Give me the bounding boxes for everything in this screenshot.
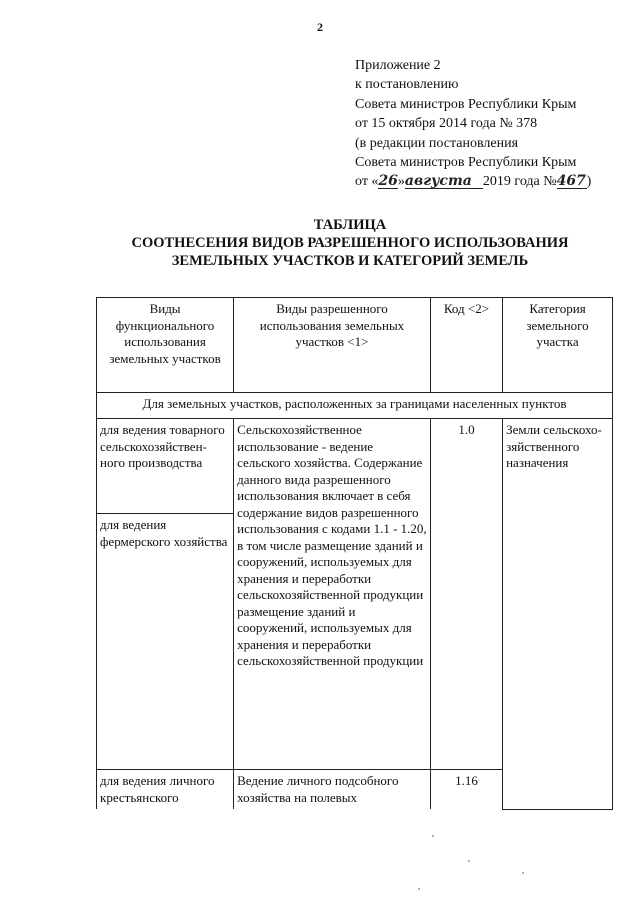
document-title [0,216,640,270]
handwritten-month: августа [405,175,483,189]
functional-use-cell: для ведения личного крестьянского [97,770,234,810]
handwritten-number: 467 [556,173,586,190]
permitted-use-cell: Ведение личного подсобного хозяйства на полевых [234,770,431,810]
appendix-line: от 15 октября 2014 года № 378 [355,116,538,132]
date-prefix: от « [355,174,379,190]
header-land-category: Категория земельного участка [503,298,613,393]
header-functional-use: Виды функционального использования земельных участков [97,298,234,393]
scan-speck [522,872,524,874]
scan-speck [468,860,470,862]
scan-speck [418,888,420,890]
paren-close: ) [586,174,592,190]
amendment-date-line [355,172,591,191]
appendix-line: Совета министров Республики Крым [355,155,577,171]
appendix-line: Приложение 2 [355,58,441,73]
title-line: СООТНЕСЕНИЯ ВИДОВ РАЗРЕШЕННОГО ИСПОЛЬЗОВАНИЯ [131,235,569,251]
title-line: ЗЕМЕЛЬНЫХ УЧАСТКОВ И КАТЕГОРИЙ ЗЕМЕЛЬ [171,253,529,269]
year-text: 2019 года № [482,174,557,190]
appendix-line: Совета министров Республики Крым [355,96,577,112]
permitted-use-cell: Сельскохозяйственное использование - ведение сельского хозяйства. Содержание данного вида разрешенного использования включает в себя содержание видов разрешенного использования с кодами 1.1 - 1.20, в том числе размещение зданий и сооружений, используемых для хранения и переработки сельскохозяйственной продукции размещение зданий и сооружений, используемых для хранения и переработки сельскохозяйственной продукции [234,419,431,770]
land-use-table [96,297,613,810]
code-cell: 1.0 [430,419,502,770]
page-number: 2 [317,20,323,34]
section-title: Для земельных участков, расположенных за границами населенных пунктов [97,393,613,419]
table-row [97,419,613,514]
handwritten-day: 26 [378,173,398,190]
land-category-cell: Земли сельскохо-зяйственного назначения [503,419,613,810]
code-cell: 1.16 [430,770,502,810]
appendix-line: к постановлению [355,77,459,93]
functional-use-cell: для ведения фермерского хозяйства [97,514,234,770]
scan-speck [432,835,434,837]
header-code: Код <2> [430,298,502,393]
appendix-line: (в редакции постановления [355,135,519,151]
quote-close: » [397,174,405,190]
header-permitted-use: Виды разрешенного использования земельных участков <1> [234,298,431,393]
functional-use-cell: для ведения товарного сельскохозяйствен-ного производства [97,419,234,514]
title-line: ТАБЛИЦА [313,217,387,233]
table-header-row [97,298,613,393]
section-row [97,393,613,419]
appendix-block [355,56,591,192]
